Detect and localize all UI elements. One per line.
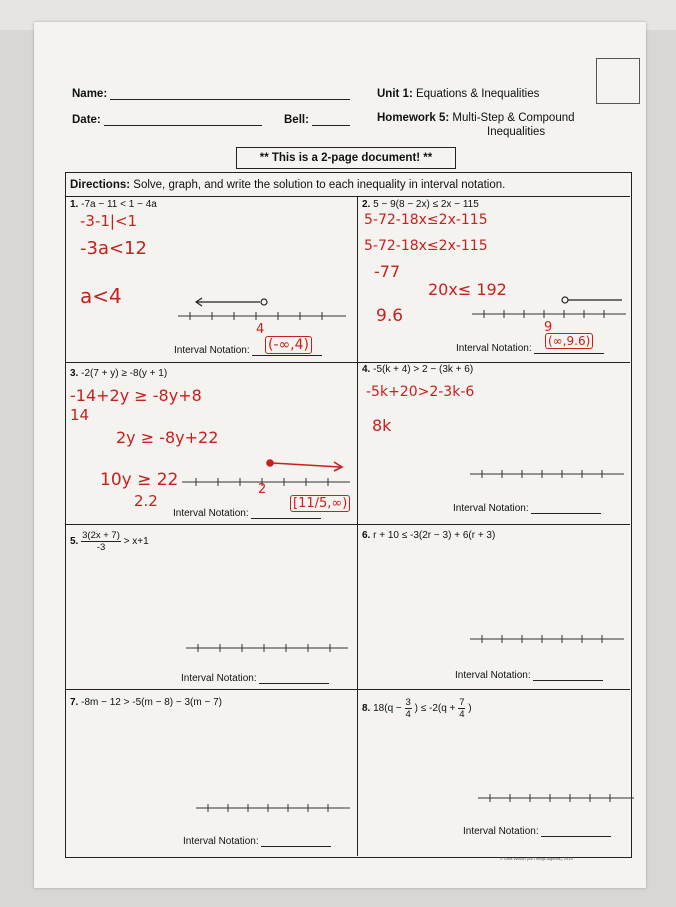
- hw-p2-line1: 5-72-18x≤2x-115: [364, 212, 488, 228]
- interval-notation-8: Interval Notation:: [463, 826, 611, 837]
- problem-1: 1. -7a − 11 < 1 − 4a: [70, 199, 157, 210]
- student-graph-1: [196, 298, 267, 306]
- unit-heading: Unit 1: Equations & Inequalities: [377, 88, 540, 100]
- interval-notation-7: Interval Notation:: [183, 836, 331, 847]
- hw-p4-line2: 8k: [372, 416, 392, 435]
- problem-3: 3. -2(7 + y) ≥ -8(y + 1): [70, 368, 168, 379]
- number-line-4: [470, 470, 624, 478]
- problem-7: 7. -8m − 12 > -5(m − 8) − 3(m − 7): [70, 697, 223, 708]
- bell-label: Bell:: [284, 114, 350, 126]
- hw-p3-line4: 10y ≥ 22: [100, 470, 179, 490]
- interval-notation-5: Interval Notation:: [181, 673, 329, 684]
- student-graph-3: [267, 460, 342, 471]
- interval-notation-3: Interval Notation:: [173, 508, 321, 519]
- number-line-5: [186, 644, 348, 652]
- hw-p1-line3: a<4: [80, 284, 122, 308]
- hw-p1-line1: -3-1|<1: [80, 212, 138, 230]
- homework-heading-line2: Inequalities: [487, 126, 546, 138]
- problem-2: 2. 5 − 9(8 − 2x) ≤ 2x − 115: [362, 199, 479, 210]
- hw-p2-line2: 5-72-18x≤2x-115: [364, 238, 488, 254]
- problem-4: 4. -5(k + 4) > 2 − (3k + 6): [362, 364, 474, 375]
- hw-p4-line1: -5k+20>2-3k-6: [366, 384, 475, 400]
- hw-p2-tick: 9: [544, 320, 553, 335]
- number-line-2: [472, 310, 626, 318]
- problem-8: 8. 18(q − $\frac{3}{4}$ ) ≤ -2(q + $\frac{7}{4}$ ): [362, 697, 472, 720]
- hw-p2-line3: -77: [374, 262, 401, 281]
- hw-p1-line2: -3a<12: [80, 238, 147, 259]
- hw-p2-answer: (∞,9.6): [545, 334, 593, 348]
- hw-p1-tick: 4: [256, 322, 265, 337]
- problem-5: 5. $\frac{3(2x + 7)}{-3}$ > x+1: [70, 530, 149, 553]
- homework-heading: Homework 5: Multi-Step & Compound: [377, 112, 575, 124]
- copyright-footer: © Gina Wilson (All Things Algebra), 2015: [500, 856, 573, 861]
- interval-notation-2: Interval Notation:: [456, 343, 604, 354]
- student-graph-2: [562, 297, 622, 303]
- hw-p3-line1: -14+2y ≥ -8y+8: [70, 386, 202, 405]
- hw-p3-line2: 14: [70, 406, 90, 424]
- interval-notation-1: Interval Notation:: [174, 345, 322, 356]
- hw-p3-tick: 2: [258, 482, 267, 497]
- name-label: Name:: [72, 88, 350, 100]
- number-line-6: [470, 635, 624, 643]
- two-page-banner: ** This is a 2-page document! **: [236, 147, 456, 169]
- hw-p3-answer: [11/5,∞): [290, 496, 350, 511]
- hw-p3-line3: 2y ≥ -8y+22: [116, 428, 219, 447]
- date-label: Date:: [72, 114, 262, 126]
- directions: Directions: Solve, graph, and write the solution to each inequality in interval notation.: [70, 179, 506, 191]
- hw-p3-line5: 2.2: [134, 492, 158, 510]
- hw-p2-line5: 9.6: [376, 306, 404, 326]
- interval-notation-4: Interval Notation:: [453, 503, 601, 514]
- number-line-1: [178, 312, 346, 320]
- number-line-8: [478, 794, 634, 802]
- hw-p1-answer: (-∞,4): [265, 337, 312, 353]
- interval-notation-6: Interval Notation:: [455, 670, 603, 681]
- number-line-7: [196, 804, 350, 812]
- problem-6: 6. r + 10 ≤ -3(2r − 3) + 6(r + 3): [362, 530, 496, 541]
- hw-p2-line4: 20x≤ 192: [428, 280, 507, 299]
